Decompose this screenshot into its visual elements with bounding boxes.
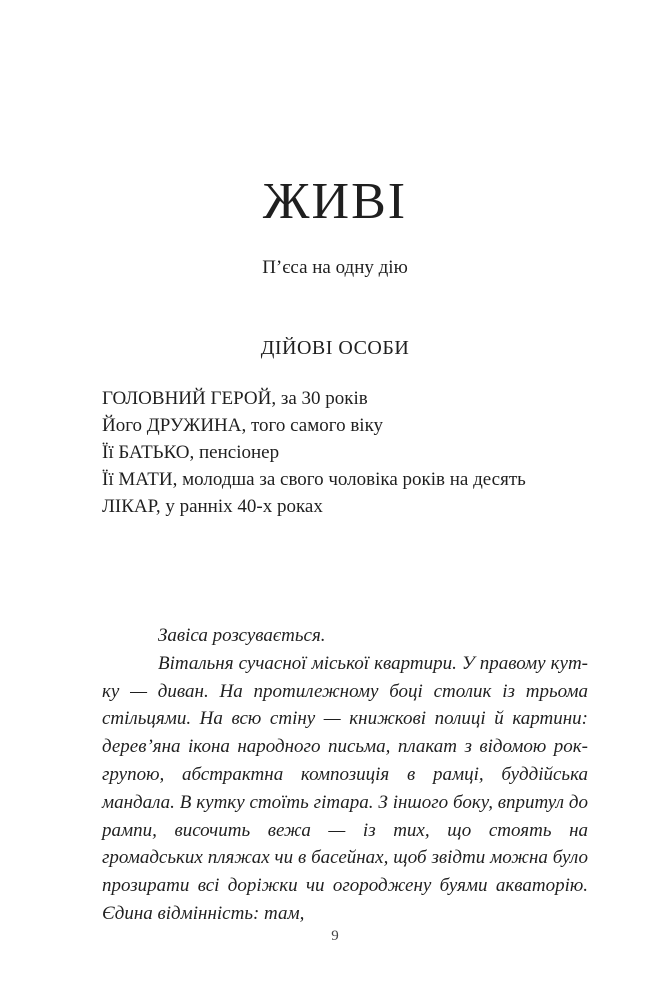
cast-desc: , у ранніх 40-х роках [155, 496, 323, 517]
cast-name: Її МАТИ [102, 469, 173, 490]
cast-name: ГОЛОВНИЙ ГЕРОЙ [102, 388, 272, 409]
cast-name: ЛІКАР [102, 496, 156, 517]
cast-item [102, 385, 582, 412]
stage-directions [102, 622, 588, 928]
cast-desc: , молодша за свого чоловіка років на десять [172, 469, 526, 490]
cast-item [102, 439, 582, 466]
cast-name: Його ДРУЖИНА [102, 415, 242, 436]
stage-direction-paragraph: Завіса розсувається. [158, 625, 326, 646]
cast-desc: , за 30 років [271, 388, 368, 409]
cast-item [102, 412, 582, 439]
cast-item [102, 466, 582, 493]
page-number: 9 [331, 928, 339, 944]
cast-desc: , того самого віку [241, 415, 384, 436]
cast-list [102, 385, 582, 520]
play-title: ЖИВІ [262, 173, 408, 230]
stage-direction-paragraph: Вітальня сучасної міської квартири. У правому кутку — диван. На протилежному боці столик із трьома стільцями. На всю стіну — книжкові полиці й картини: дерев’яна ікона народного письма, плакат з відомою рок-групою, абстрактна композиція в рамці, буддійська мандала. В кутку стоїть гітара. З іншого боку, впритул до рампи, височить вежа — із тих, що стоять на громадських пляжах чи в басейнах, щоб звідти можна було прозирати всі доріжки чи огороджену буями акваторію. Єдина відмінність: там, [102, 652, 588, 924]
cast-item [102, 493, 582, 520]
cast-name: Її БАТЬКО [102, 442, 190, 463]
cast-desc: , пенсіонер [189, 442, 280, 463]
play-subtitle: П’єса на одну дію [262, 257, 408, 278]
cast-heading: ДІЙОВІ ОСОБИ [260, 337, 410, 359]
